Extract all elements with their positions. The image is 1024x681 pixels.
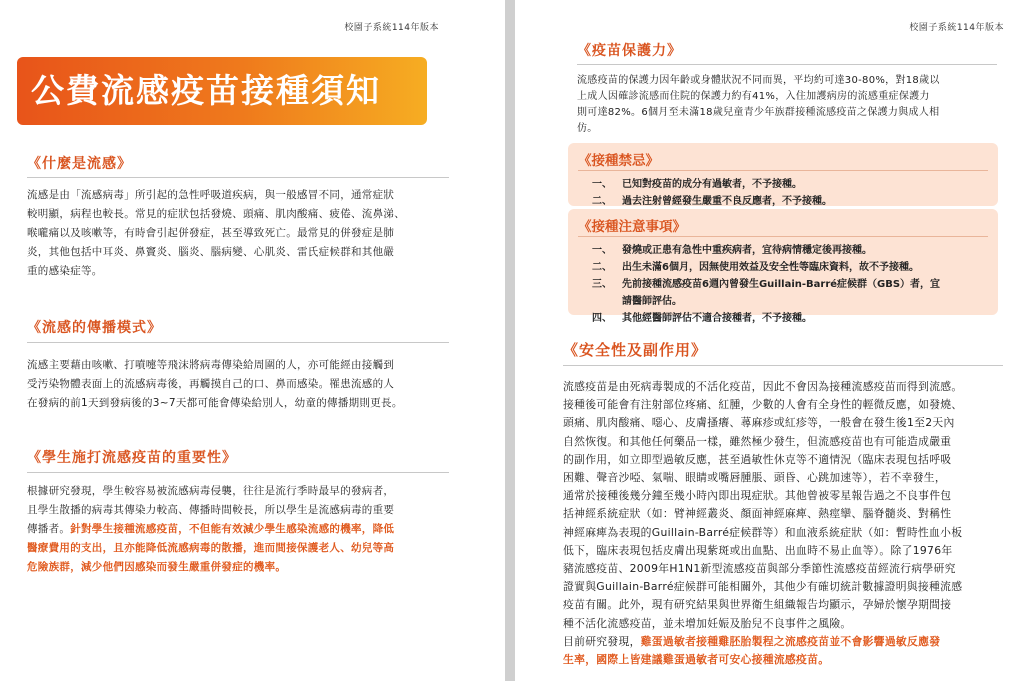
paragraph-line: 豬流感疫苗、2009年H1N1新型流感疫苗與部分季節性流感疫苗經流行病學研究 (563, 562, 956, 576)
item-number: 一、 (592, 179, 612, 190)
paragraph-line: 困難、聲音沙啞、氣喘、眼睛或嘴唇腫脹、頭昏、心跳加速等），若不幸發生， (563, 471, 946, 485)
section-importance-heading: 《學生施打流感疫苗的重要性》 (27, 450, 237, 466)
paragraph-line: 重的感染症等。 (27, 265, 103, 277)
item-number: 二、 (592, 262, 612, 273)
paragraph-line: 根據研究發現，學生較容易被流感病毒侵襲，往往是流行季時最早的發病者， (27, 485, 395, 497)
paragraph-line: 頭痛、肌肉酸痛、噁心、皮膚搔癢、蕁麻疹或紅疹等，一般會在發生後1至2天內 (563, 416, 955, 430)
section-divider (563, 365, 1003, 366)
item-text: 其他經醫師評估不適合接種者，不予接種。 (622, 313, 812, 324)
contraindications-box (568, 143, 998, 206)
item-number (592, 293, 622, 310)
paragraph-line: 且學生散播的病毒其傳染力較高、傳播時間較長，所以學生是流感病毒的重要 (27, 504, 395, 516)
highlight-text: 針對學生接種流感疫苗，不但能有效減少學生感染流感的機率，降低 (70, 523, 395, 535)
paragraph-line: 流感疫苗是由死病毒製成的不活化疫苗，因此不會因為接種流感疫苗而得到流感。 (563, 380, 963, 393)
item-text: 已知對疫苗的成分有過敏者，不予接種。 (622, 179, 802, 190)
right-page (515, 0, 1024, 681)
item-text: 出生未滿6個月，因無使用效益及安全性等臨床資料，故不予接種。 (622, 262, 919, 273)
item-number: 二、 (592, 196, 612, 207)
item-text: 請醫師評估。 (622, 296, 682, 307)
box-divider (578, 236, 988, 237)
section-importance-body (27, 482, 477, 577)
contraindications-heading: 《接種禁忌》 (578, 153, 659, 169)
list-item (592, 310, 986, 327)
paragraph-line: 上成人因確診流感而住院的保護力約有41%，入住加護病房的流感重症保護力 (577, 91, 930, 102)
section-divider (27, 342, 449, 343)
paragraph-line: 喉嚨痛以及咳嗽等，有時會引起併發症，甚至導致死亡。最常見的併發症是肺 (27, 227, 395, 239)
precautions-list (592, 242, 986, 327)
paragraph-line: 自然恢復。和其他任何藥品一樣，雖然極少發生，但流感疫苗也有可能造成嚴重 (563, 434, 952, 448)
item-number: 三、 (592, 279, 612, 290)
paragraph-line: 的副作用，如立即型過敏反應，甚至過敏性休克等不適情況（臨床表現包括呼吸 (563, 452, 952, 466)
highlight-line: 生率，國際上皆建議雞蛋過敏者可安心接種流感疫苗。 (563, 653, 830, 667)
highlight-line: 危險族群，減少他們因感染而發生嚴重併發症的機率。 (27, 561, 287, 573)
paragraph-line: 括神經系統症狀（如：臂神經叢炎、顏面神經麻痺、熱痙攣、腦脊髓炎、對稱性 (563, 507, 952, 521)
list-item (592, 259, 986, 276)
contraindications-list (592, 176, 986, 210)
header-note: 校園子系統114年版本 (344, 23, 439, 33)
section-divider (27, 472, 449, 473)
item-text: 發燒或正患有急性中重疾病者，宜待病情穩定後再接種。 (622, 245, 872, 256)
paragraph-line: 低下，臨床表現包括皮膚出現紫斑或出血點、出血時不易止血等）。除了1976年 (563, 543, 953, 557)
paragraph-line: 證實與Guillain-Barré症候群可能相關外，其他少有確切統計數據證明與接種流感 (563, 580, 963, 594)
title-banner: 公費流感疫苗接種須知 (17, 57, 427, 125)
item-number: 一、 (592, 245, 612, 256)
section-transmission-heading: 《流感的傳播模式》 (27, 320, 162, 336)
section-protection-body (577, 73, 1017, 137)
list-item (592, 176, 986, 193)
paragraph-line: 較明顯，病程也較長。常見的症狀包括發燒、頭痛、肌肉酸痛、疲倦、流鼻涕、 (27, 208, 405, 220)
section-protection-heading: 《疫苗保護力》 (577, 43, 682, 59)
section-what-is-flu-heading: 《什麼是流感》 (27, 156, 132, 172)
paragraph-line: 神經麻痺為表現的Guillain-Barré症候群等）和血液系統症狀（如：暫時性血小板 (563, 525, 963, 539)
paragraph-line: 流感疫苗的保護力因年齡或身體狀況不同而異，平均約可達30-80%，對18歲以 (577, 75, 940, 86)
paragraph-line: 接種後可能會有注射部位疼痛、紅腫，少數的人會有全身性的輕微反應，如發燒、 (563, 398, 963, 412)
header-note: 校園子系統114年版本 (909, 23, 1004, 33)
box-divider (578, 170, 988, 171)
list-item (592, 193, 986, 210)
paragraph-line: 流感主要藉由咳嗽、打噴嚏等飛沫將病毒傳染給周圍的人，亦可能經由接觸到 (27, 359, 395, 371)
paragraph-line (563, 633, 1018, 651)
paragraph-line: 種不活化流感疫苗，並未增加妊娠及胎兒不良事件之風險。 (563, 616, 852, 630)
item-text: 過去注射曾經發生嚴重不良反應者，不予接種。 (622, 196, 832, 207)
paragraph-line: 則可達82%。6個月至未滿18歲兒童青少年族群接種流感疫苗之保護力與成人相 (577, 107, 940, 118)
paragraph-line: 炎，其他包括中耳炎、鼻竇炎、腦炎、腦病變、心肌炎、雷氏症候群和其他嚴 (27, 246, 395, 258)
paragraph-line (27, 520, 477, 539)
paragraph-line: 受汚染物體表面上的流感病毒後，再觸摸自己的口、鼻而感染。罹患流感的人 (27, 378, 395, 390)
paragraph-line: 在發病的前1天到發病後的3~7天都可能會傳染給別人，幼童的傳播期則更長。 (27, 397, 403, 409)
section-divider (577, 64, 997, 65)
highlight-line: 醫療費用的支出，且亦能降低流感病毒的散播，進而間接保護老人、幼兒等高 (27, 542, 395, 554)
page-gutter (505, 0, 515, 681)
highlight-text: 雞蛋過敏者接種雞胚胎製程之流感疫苗並不會影響過敏反應發 (640, 634, 941, 648)
section-safety-heading: 《安全性及副作用》 (563, 341, 708, 359)
plain-text: 目前研究發現， (563, 634, 641, 648)
section-safety-body (563, 378, 1018, 669)
section-divider (27, 177, 449, 178)
item-text: 先前接種流感疫苗6週內曾發生Guillain-Barré症候群（GBS）者，宜 (622, 279, 941, 290)
plain-text: 傳播者。 (27, 523, 71, 535)
paragraph-line: 仿。 (577, 123, 598, 134)
paragraph-line: 通常於接種後幾分鐘至幾小時內即出現症狀。其他曾被零星報告過之不良事件包 (563, 489, 952, 503)
paragraph-line: 疫苗有關。此外，現有研究結果與世界衛生組織報告均顯示，孕婦於懷孕期間接 (563, 598, 952, 612)
item-number: 四、 (592, 313, 612, 324)
list-item (592, 276, 986, 293)
paragraph-line: 流感是由「流感病毒」所引起的急性呼吸道疾病，與一般感冒不同，通常症狀 (27, 189, 395, 201)
precautions-heading: 《接種注意事項》 (578, 219, 686, 235)
precautions-box (568, 209, 998, 324)
section-what-is-flu-body (27, 186, 467, 281)
section-transmission-body (27, 356, 467, 413)
left-page (0, 0, 505, 681)
list-item (592, 242, 986, 259)
list-item (592, 293, 986, 310)
